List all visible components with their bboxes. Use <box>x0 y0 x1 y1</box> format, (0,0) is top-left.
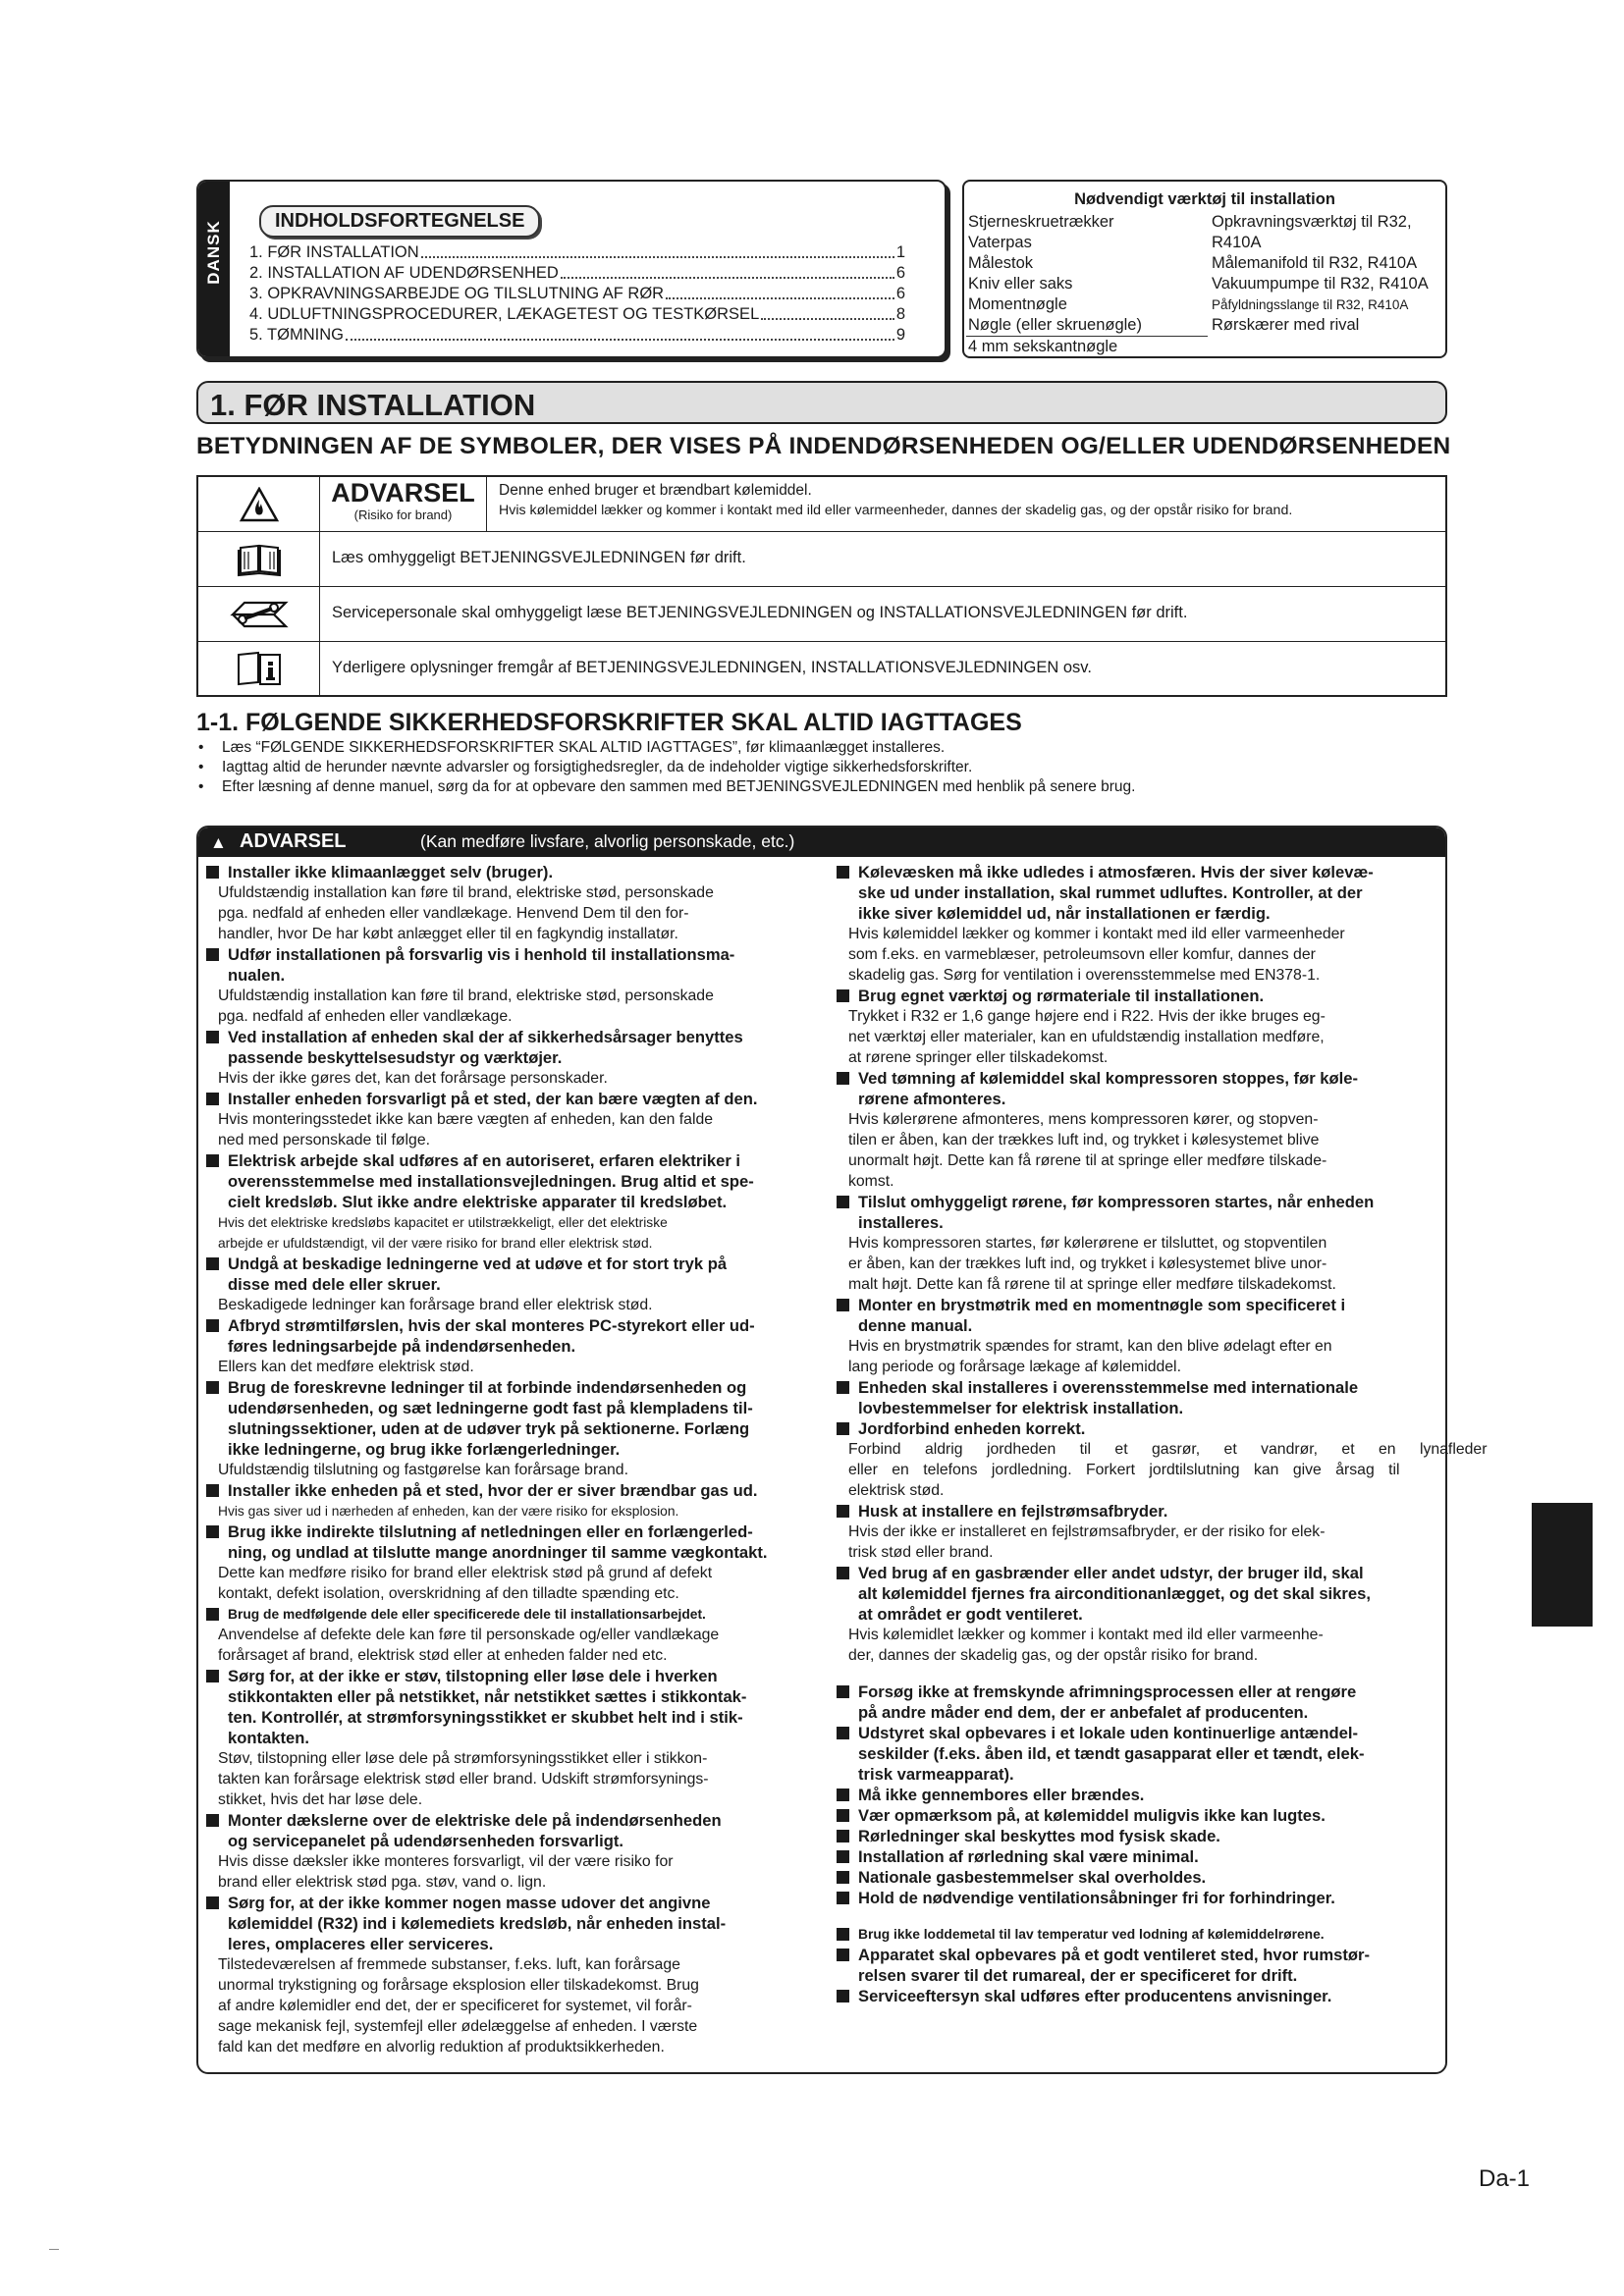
warning-item-body: Hvis kompressoren startes, før kølerørene er tilsluttet, og stopventilen <box>848 1235 1327 1252</box>
page-number: Da-1 <box>1479 2165 1531 2192</box>
warning-item-body: Ufuldstændig installation kan føre til brand, elektriske stød, personskade <box>218 884 714 901</box>
warning-item-heading: Installer ikke enheden på et sted, hvor der er siver brændbar gas ud. <box>204 1480 815 1501</box>
warning-item <box>835 1986 1443 2006</box>
warning-item-heading: installeres. <box>858 1213 944 1232</box>
warning-item <box>835 1846 1443 1867</box>
warning-item-body: sage mekanisk fejl, systemfejl eller ødelæggelse af enheden. I værste <box>218 2018 698 2035</box>
safety-heading: 1-1. FØLGENDE SIKKERHEDSFORSKRIFTER SKAL ALTID IAGTTAGES <box>196 709 1022 736</box>
warning-item-body: pga. nedfald af enheden eller vandlækage. Henvend Dem til den for- <box>218 905 689 922</box>
warning-item-heading: og servicepanelet på udendørsenheden forsvarligt. <box>228 1832 623 1850</box>
warning-item-body: arbejde er ufuldstændigt, vil der være risiko for brand eller elektrisk stød. <box>218 1236 653 1251</box>
warning-item-heading: Ved brug af en gasbrænder eller andet udstyr, der bruger ild, skal <box>835 1563 1443 1583</box>
tool-item: Vaterpas <box>968 234 1032 251</box>
book-icon <box>198 532 320 586</box>
tools-box <box>962 180 1447 358</box>
toc-title: INDHOLDSFORTEGNELSE <box>259 205 540 238</box>
warning-item-body: eller en telefons jordledning. Forkert jordtilslutning kan give årsag til <box>848 1462 1400 1478</box>
symbol-row-service <box>198 587 1445 642</box>
warning-item-body: trisk stød eller brand. <box>848 1544 994 1561</box>
warning-item-heading: Vær opmærksom på, at kølemiddel muligvis ikke kan lugtes. <box>835 1805 1443 1826</box>
warning-item <box>835 1826 1443 1846</box>
warning-item-body: Ufuldstændig installation kan føre til brand, elektriske stød, personskade <box>218 988 714 1004</box>
warning-item <box>835 1888 1443 1908</box>
warning-item <box>835 1723 1443 1785</box>
warning-item-body: Hvis det elektriske kredsløbs kapacitet er utilstrækkeligt, eller det elektriske <box>218 1215 668 1230</box>
warning-item-heading: ten. Kontrollér, at strømforsyningsstikket er skubbet helt ind i stik- <box>228 1708 743 1727</box>
warning-item <box>204 1522 815 1604</box>
warning-item-heading: Forsøg ikke at fremskynde afrimningsprocessen eller at rengøre <box>835 1682 1443 1702</box>
warning-item <box>204 1893 815 2057</box>
bullet-item: • Iagttag altid de herunder nævnte advarsler og forsigtighedsregler, da de indeholder vigtige sikkerhedsforskrifter. <box>196 758 1473 777</box>
warning-item-body: Hvis kølemiddel lækker og kommer i kontakt med ild eller varmeenheder <box>848 926 1345 942</box>
warning-item-heading: på andre måder end dem, der er anbefalet af producenten. <box>858 1703 1309 1722</box>
table-of-contents <box>196 180 947 358</box>
warning-item <box>204 1604 815 1666</box>
warning-item <box>835 1377 1443 1418</box>
symbol-row-warning <box>198 477 1445 532</box>
info-book-icon <box>198 642 320 697</box>
warning-item-heading: Udstyret skal opbevares i et lokale uden kontinuerlige antændel- <box>835 1723 1443 1743</box>
warning-item <box>835 1563 1443 1666</box>
warning-item-heading: Ved installation af enheden skal der af sikkerhedsårsager benyttes <box>204 1027 815 1047</box>
warning-item-body: unormal trykstigning og forårsage eksplosion eller tilskadekomst. Brug <box>218 1977 699 1994</box>
warning-item-heading: Må ikke gennembores eller brændes. <box>835 1785 1443 1805</box>
symbols-table <box>196 475 1447 697</box>
tool-item: Påfyldningsslange til R32, R410A <box>1212 297 1409 312</box>
warning-item-body: unormalt højt. Dette kan få rørene til at springe eller medføre tilskade- <box>848 1152 1327 1169</box>
warning-item-body: Ellers kan det medføre elektrisk stød. <box>218 1359 474 1375</box>
warning-item <box>204 1027 815 1089</box>
symbol-text: Læs omhyggeligt BETJENINGSVEJLEDNINGEN før drift. <box>332 549 746 566</box>
warning-item <box>835 862 1443 986</box>
tool-item: Målestok <box>968 254 1034 272</box>
warning-item-body: forårsaget af brand, elektrisk stød eller at enheden falder ned etc. <box>218 1647 668 1664</box>
warning-item-heading: Installer enheden forsvarligt på et sted, der kan bære vægten af den. <box>204 1089 815 1109</box>
warning-text: Denne enhed bruger et brændbart kølemiddel. Hvis kølemiddel lækker og kommer i kontakt med ild eller varmeenheder, dannes der skadelig gas, og der opstår risiko for brand. <box>499 482 1293 518</box>
bullet-item: • Efter læsning af denne manuel, sørg da for at opbevare den sammen med BETJENINGSVEJLEDNINGEN med henblik på senere brug. <box>196 777 1473 797</box>
warning-triangle-icon: ▲ <box>210 833 227 852</box>
warning-item-body: Forbind aldrig jordheden til et gasrør, et vandrør, et en lynafleder <box>848 1441 1488 1458</box>
toc-item[interactable]: 3. OPKRAVNINGSARBEJDE OG TILSLUTNING AF RØR 6 <box>249 285 905 302</box>
warning-item-heading: ikke siver kølemiddel ud, når installationen er færdig. <box>858 904 1271 923</box>
warning-item <box>204 862 815 944</box>
warning-item-heading: slutningssektioner, uden at de udøver tryk på sektionerne. Forlæng <box>228 1419 750 1438</box>
warning-item-body: ned med personskade til følge. <box>218 1132 431 1148</box>
warning-item <box>204 1315 815 1377</box>
symbol-row-manual <box>198 532 1445 587</box>
warning-item-heading: Nationale gasbestemmelser skal overholdes. <box>835 1867 1443 1888</box>
warning-item-body: Dette kan medføre risiko for brand eller elektrisk stød på grund af defekt <box>218 1565 713 1581</box>
warning-item-heading: Hold de nødvendige ventilationsåbninger fri for forhindringer. <box>835 1888 1443 1908</box>
warning-item <box>835 1785 1443 1805</box>
tool-item: Målemanifold til R32, R410A <box>1212 254 1418 272</box>
warning-item-heading: føres ledningsarbejde på indendørsenheden. <box>228 1337 576 1356</box>
side-tab <box>1532 1503 1593 1627</box>
warning-item <box>835 1418 1488 1501</box>
warning-item-heading: relsen svarer til det rumareal, der er specificeret for drift. <box>858 1966 1298 1985</box>
warning-item-body: elektrisk stød. <box>848 1482 945 1499</box>
warning-item-heading: Enheden skal installeres i overensstemmelse med internationale <box>835 1377 1443 1398</box>
warning-item-body: som f.eks. en varmeblæser, petroleumsovn eller komfur, dannes der <box>848 946 1316 963</box>
warning-label: ADVARSEL (Risiko for brand) <box>320 477 487 531</box>
warning-box <box>196 826 1488 2074</box>
warning-item-heading: Brug ikke indirekte tilslutning af netledningen eller en forlængerled- <box>204 1522 815 1542</box>
warning-item-heading: kølemiddel (R32) ind i kølemediets kredsløb, når enheden instal- <box>228 1914 727 1933</box>
warning-item-body: Beskadigede ledninger kan forårsage brand eller elektrisk stød. <box>218 1297 653 1313</box>
warning-item <box>835 1295 1443 1377</box>
warning-item-body: Støv, tilstopning eller løse dele på strømforsyningsstikket eller i stikkon- <box>218 1750 708 1767</box>
warning-item-body: malt højt. Dette kan få rørene til at springe eller medføre tilskadekomst. <box>848 1276 1336 1293</box>
warning-item-body: Hvis der ikke gøres det, kan det forårsage personskader. <box>218 1070 608 1087</box>
toc-item[interactable]: 2. INSTALLATION AF UDENDØRSENHED 6 <box>249 264 905 282</box>
tools-title: Nødvendigt værktøj til installation <box>1074 190 1335 208</box>
toc-item[interactable]: 4. UDLUFTNINGSPROCEDURER, LÆKAGETEST OG TESTKØRSEL 8 <box>249 305 905 323</box>
warning-item-body: net værktøj eller materialer, kan en ufuldstændig installation medføre, <box>848 1029 1325 1045</box>
warning-column-right <box>835 862 1488 2006</box>
warning-item-heading: Brug ikke loddemetal til lav temperatur ved lodning af kølemiddelrørene. <box>835 1924 1443 1945</box>
warning-item-heading: Ved tømning af kølemiddel skal kompressoren stoppes, før køle- <box>835 1068 1443 1089</box>
tool-item: Kniv eller saks <box>968 275 1073 293</box>
warning-item-body: Hvis disse dæksler ikke monteres forsvarligt, vil der være risiko for <box>218 1853 674 1870</box>
section-subheading: BETYDNINGEN AF DE SYMBOLER, DER VISES PÅ INDENDØRSENHEDEN OG/ELLER UDENDØRSENHEDEN <box>196 433 1451 459</box>
warning-item-body: kontakt, defekt isolation, overskridning af den tilladte spænding etc. <box>218 1585 679 1602</box>
warning-item-heading: Serviceeftersyn skal udføres efter producentens anvisninger. <box>835 1986 1443 2006</box>
warning-item-body: Hvis der ikke er installeret en fejlstrømsafbryder, er der risiko for elek- <box>848 1523 1326 1540</box>
warning-item-body: Hvis kølemidlet lækker og kommer i kontakt med ild eller varmeenhe- <box>848 1627 1324 1643</box>
wrench-manual-icon <box>198 587 320 641</box>
warning-item-body: takten kan forårsage elektrisk stød eller brand. Udskift strømforsynings- <box>218 1771 709 1788</box>
warning-item <box>835 1501 1443 1563</box>
warning-item-heading: at området er godt ventileret. <box>858 1605 1083 1624</box>
tool-item: Opkravningsværktøj til R32, <box>1212 213 1412 231</box>
warning-item-heading: Undgå at beskadige ledningerne ved at udøve et for stort tryk på <box>204 1254 815 1274</box>
warning-item-body: Trykket i R32 er 1,6 gange højere end i R22. Hvis der ikke bruges eg- <box>848 1008 1326 1025</box>
warning-item-heading: seskilder (f.eks. åben ild, et tændt gasapparat eller et tændt, elek- <box>858 1744 1365 1763</box>
warning-item-heading: alt kølemiddel fjernes fra airconditionanlægget, og det skal sikres, <box>858 1584 1371 1603</box>
symbol-row-info <box>198 642 1445 697</box>
warning-item-body: Hvis monteringsstedet ikke kan bære vægten af enheden, kan den falde <box>218 1111 714 1128</box>
warning-item-heading: stikkontakten eller på netstikket, når netstikket sættes i stikkontak- <box>228 1687 747 1706</box>
warning-item-heading: rørene afmonteres. <box>858 1090 1006 1108</box>
toc-item[interactable]: 1. FØR INSTALLATION 1 <box>249 243 905 261</box>
warning-item-body: Hvis kølerørene afmonteres, mens kompressoren kører, og stopven- <box>848 1111 1319 1128</box>
warning-item-body: er åben, kan der trækkes luft ind, og trykket i kølesystemet blive unor- <box>848 1255 1327 1272</box>
warning-item-body: lang periode og forårsage lækage af kølemiddel. <box>848 1359 1181 1375</box>
warning-item <box>204 1480 815 1522</box>
warning-item <box>835 1805 1443 1826</box>
warning-item-body: fald kan det medføre en alvorlig reduktion af produktsikkerheden. <box>218 2039 665 2056</box>
warning-item-body: skadelig gas. Sørg for ventilation i overensstemmelse med EN378-1. <box>848 967 1321 984</box>
warning-item <box>835 1867 1443 1888</box>
symbol-text: Servicepersonale skal omhyggeligt læse BETJENINGSVEJLEDNINGEN og INSTALLATIONSVEJLEDNINGEN før drift. <box>332 604 1188 621</box>
warning-item-heading: Monter dækslerne over de elektriske dele på indendørsenheden <box>204 1810 815 1831</box>
warning-item <box>204 1089 815 1150</box>
warning-item-heading: ning, og undlad at tilslutte mange anordninger til samme vægkontakt. <box>228 1543 768 1562</box>
warning-item-heading: trisk varmeapparat). <box>858 1765 1014 1784</box>
warning-item-body: pga. nedfald af enheden eller vandlækage. <box>218 1008 513 1025</box>
warning-item <box>835 1924 1443 1945</box>
warning-header: ▲ ADVARSEL (Kan medføre livsfare, alvorlig personskade, etc.) <box>198 828 1445 857</box>
warning-item-body: Tilstedeværelsen af fremmede substanser, f.eks. luft, kan forårsage <box>218 1956 680 1973</box>
warning-item <box>835 1192 1443 1295</box>
warning-item-heading: leres, omplaceres eller serviceres. <box>228 1935 494 1953</box>
warning-item <box>204 1377 815 1480</box>
warning-item-heading: Kølevæsken må ikke udledes i atmosfæren. Hvis der siver kølevæ- <box>835 862 1443 882</box>
warning-item-heading: Husk at installere en fejlstrømsafbryder. <box>835 1501 1443 1522</box>
warning-item-heading: Monter en brystmøtrik med en momentnøgle som specificeret i <box>835 1295 1443 1315</box>
warning-item-body: at rørene springer eller tilskadekomst. <box>848 1049 1109 1066</box>
warning-item-heading: nualen. <box>228 966 286 985</box>
warning-item-body: handler, hvor De har købt anlægget eller til en fagkyndig installatør. <box>218 926 678 942</box>
warning-item <box>204 1150 815 1254</box>
tool-item: Stjerneskruetrækker <box>968 213 1114 231</box>
warning-item-heading: kontakten. <box>228 1729 309 1747</box>
warning-item-heading: ikke ledningerne, og brug ikke forlængerledninger. <box>228 1440 621 1459</box>
warning-item-heading: Apparatet skal opbevares på et godt ventileret sted, hvor rumstør- <box>835 1945 1443 1965</box>
warning-item <box>835 986 1443 1068</box>
warning-item-body: af andre kølemidler end det, der er specificeret for systemet, vil forår- <box>218 1998 692 2014</box>
bullet-item: • Læs “FØLGENDE SIKKERHEDSFORSKRIFTER SKAL ALTID IAGTTAGES”, før klimaanlægget installeres. <box>196 738 1473 758</box>
tool-item: 4 mm sekskantnøgle <box>966 336 1208 357</box>
corner-mark <box>49 2249 59 2250</box>
warning-item-heading: Jordforbind enheden korrekt. <box>835 1418 1443 1439</box>
warning-item <box>835 1945 1443 1986</box>
warning-item-body: komst. <box>848 1173 894 1190</box>
warning-column-left <box>204 862 815 2057</box>
warning-item-heading: Brug egnet værktøj og rørmateriale til installationen. <box>835 986 1443 1006</box>
warning-item-heading: Rørledninger skal beskyttes mod fysisk skade. <box>835 1826 1443 1846</box>
tool-item: Vakuumpumpe til R32, R410A <box>1212 275 1429 293</box>
warning-item-heading: overensstemmelse med installationsvejledningen. Brug altid et spe- <box>228 1172 754 1191</box>
flame-warning-icon <box>198 477 320 531</box>
warning-item-body: der, dannes der skadelig gas, og der opstår risiko for brand. <box>848 1647 1259 1664</box>
warning-item-body: stikket, hvis det har løse dele. <box>218 1791 423 1808</box>
tool-item: Nøgle (eller skruenøgle) <box>968 316 1142 334</box>
warning-item-heading: Brug de foreskrevne ledninger til at forbinde indendørsenheden og <box>204 1377 815 1398</box>
safety-bullets <box>196 738 1473 797</box>
warning-item-heading: udendørsenheden, og sæt ledningerne godt fast på klempladens til- <box>228 1399 753 1417</box>
warning-item-heading: Installer ikke klimaanlægget selv (bruger). <box>204 862 815 882</box>
warning-item-heading: Installation af rørledning skal være minimal. <box>835 1846 1443 1867</box>
warning-item <box>204 1666 815 1810</box>
warning-item <box>204 1810 815 1893</box>
warning-item-body: Anvendelse af defekte dele kan føre til personskade og/eller vandlækage <box>218 1627 720 1643</box>
warning-item-heading: ske ud under installation, skal rummet udluftes. Kontroller, at der <box>858 883 1363 902</box>
warning-item-heading: Elektrisk arbejde skal udføres af en autoriseret, erfaren elektriker i <box>204 1150 815 1171</box>
warning-item-heading: lovbestemmelser for elektrisk installation. <box>858 1399 1184 1417</box>
warning-item-body: Hvis gas siver ud i nærheden af enheden, kan der være risiko for eksplosion. <box>218 1504 679 1519</box>
tools-grid <box>966 212 1445 336</box>
language-tab: DANSK <box>198 182 230 356</box>
warning-item-heading: cielt kredsløb. Slut ikke andre elektriske apparater til kredsløbet. <box>228 1193 728 1211</box>
toc-list <box>249 242 905 346</box>
warning-item-heading: Sørg for, at der ikke er støv, tilstopning eller løse dele i hverken <box>204 1666 815 1686</box>
warning-item-heading: Brug de medfølgende dele eller specificerede dele til installationsarbejdet. <box>204 1604 815 1625</box>
warning-item-heading: Udfør installationen på forsvarlig vis i henhold til installationsma- <box>204 944 815 965</box>
tool-item: Momentnøgle <box>968 295 1067 313</box>
warning-item <box>835 1068 1443 1192</box>
warning-item-body: brand eller elektrisk stød pga. støv, vand o. lign. <box>218 1874 547 1891</box>
warning-item-heading: Sørg for, at der ikke kommer nogen masse udover det angivne <box>204 1893 815 1913</box>
warning-item-body: tilen er åben, kan der trækkes luft ind, og trykket i kølesystemet blive <box>848 1132 1320 1148</box>
warning-item-heading: Tilslut omhyggeligt rørene, før kompressoren startes, når enheden <box>835 1192 1443 1212</box>
warning-item <box>835 1682 1443 1723</box>
toc-item[interactable]: 5. TØMNING 9 <box>249 326 905 344</box>
warning-item-heading: denne manual. <box>858 1316 973 1335</box>
warning-item-body: Ufuldstændig tilslutning og fastgørelse kan forårsage brand. <box>218 1462 628 1478</box>
warning-item-heading: Afbryd strømtilførslen, hvis der skal monteres PC-styrekort eller ud- <box>204 1315 815 1336</box>
symbol-text: Yderligere oplysninger fremgår af BETJENINGSVEJLEDNINGEN, INSTALLATIONSVEJLEDNINGEN osv. <box>332 659 1092 676</box>
tool-item: Rørskærer med rival <box>1212 316 1360 334</box>
warning-item-heading: passende beskyttelsesudstyr og værktøjer. <box>228 1048 563 1067</box>
warning-item-heading: disse med dele eller skruer. <box>228 1275 441 1294</box>
warning-item <box>204 1254 815 1315</box>
tool-item: R410A <box>1212 234 1262 251</box>
section-heading: 1. FØR INSTALLATION <box>196 381 1447 424</box>
warning-item-body: Hvis en brystmøtrik spændes for stramt, kan den blive ødelagt efter en <box>848 1338 1332 1355</box>
warning-item <box>204 944 815 1027</box>
